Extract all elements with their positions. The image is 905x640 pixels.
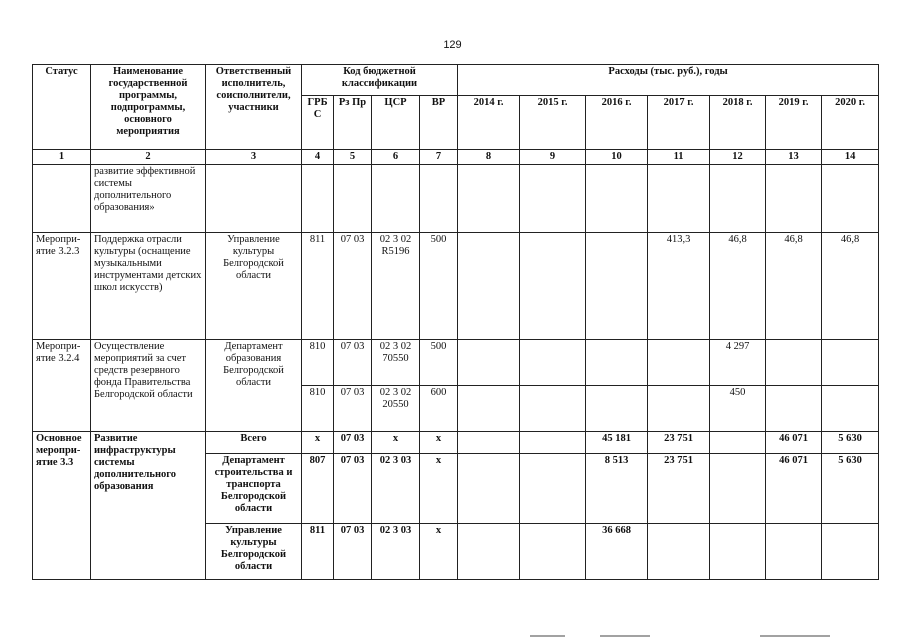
y2016-cell	[586, 233, 648, 340]
csr-cell: 02 3 02 20550	[372, 386, 420, 432]
y2020-cell: 5 630	[822, 454, 879, 524]
y2019-cell: 46,8	[766, 233, 822, 340]
header-row-1	[33, 65, 879, 96]
header-grbs: ГРБ С	[302, 96, 334, 150]
header-csr: ЦСР	[372, 96, 420, 150]
column-number-row	[33, 150, 879, 165]
y2020-cell: 5 630	[822, 432, 879, 454]
responsible-cell: Управление культуры Белгородской области	[206, 233, 302, 340]
table-row	[33, 233, 879, 340]
header-year-2020: 2020 г.	[822, 96, 879, 150]
rzpr-cell: 07 03	[334, 454, 372, 524]
y2019-cell	[766, 524, 822, 580]
csr-cell: х	[372, 432, 420, 454]
header-year-2018: 2018 г.	[710, 96, 766, 150]
y2018-cell	[710, 454, 766, 524]
y2020-cell: 46,8	[822, 233, 879, 340]
status-cell: Меропри- ятие 3.2.4	[33, 340, 91, 432]
y2017-cell: 23 751	[648, 432, 710, 454]
csr-cell: 02 3 03	[372, 524, 420, 580]
vr-cell: 600	[420, 386, 458, 432]
csr-cell: 02 3 02 70550	[372, 340, 420, 386]
responsible-cell: Департамент строительства и транспорта Белгородской области	[206, 454, 302, 524]
scan-artifact-lines	[0, 632, 905, 640]
col-num: 8	[458, 150, 520, 165]
col-num: 7	[420, 150, 458, 165]
y2018-cell	[710, 524, 766, 580]
y2018-cell: 4 297	[710, 340, 766, 386]
budget-table	[32, 64, 879, 580]
rzpr-cell: 07 03	[334, 524, 372, 580]
vr-cell: х	[420, 454, 458, 524]
continuation-name: развитие эффективной системы дополнительного образования»	[91, 165, 206, 233]
csr-cell: 02 3 02 R5196	[372, 233, 420, 340]
y2016-cell: 8 513	[586, 454, 648, 524]
y2017-cell	[648, 524, 710, 580]
col-num: 4	[302, 150, 334, 165]
col-num: 12	[710, 150, 766, 165]
y2018-cell	[710, 432, 766, 454]
header-status: Статус	[33, 65, 91, 150]
header-rzpr: Рз Пр	[334, 96, 372, 150]
y2018-cell: 450	[710, 386, 766, 432]
header-vr: ВР	[420, 96, 458, 150]
grbs-cell: 810	[302, 386, 334, 432]
grbs-cell: 807	[302, 454, 334, 524]
grbs-cell: 811	[302, 233, 334, 340]
rzpr-cell: 07 03	[334, 432, 372, 454]
responsible-cell: Всего	[206, 432, 302, 454]
responsible-cell: Управление культуры Белгородской области	[206, 524, 302, 580]
col-num: 14	[822, 150, 879, 165]
rzpr-cell: 07 03	[334, 233, 372, 340]
csr-cell: 02 3 03	[372, 454, 420, 524]
header-responsible: Ответственный исполнитель, соисполнители, участники	[206, 65, 302, 150]
table-row	[33, 165, 879, 233]
y2018-cell: 46,8	[710, 233, 766, 340]
vr-cell: х	[420, 524, 458, 580]
y2020-cell	[822, 524, 879, 580]
col-num: 2	[91, 150, 206, 165]
y2019-cell: 46 071	[766, 454, 822, 524]
rzpr-cell: 07 03	[334, 386, 372, 432]
col-num: 3	[206, 150, 302, 165]
status-cell: Основное меропри- ятие 3.3	[33, 432, 91, 580]
col-num: 10	[586, 150, 648, 165]
vr-cell: х	[420, 432, 458, 454]
grbs-cell: х	[302, 432, 334, 454]
table-row	[33, 340, 879, 386]
header-year-2019: 2019 г.	[766, 96, 822, 150]
y2017-cell: 23 751	[648, 454, 710, 524]
y2014-cell	[458, 233, 520, 340]
name-cell: Развитие инфраструктуры системы дополнительного образования	[91, 432, 206, 580]
name-cell: Поддержка отрасли культуры (оснащение музыкальными инструментами детских школ искусств)	[91, 233, 206, 340]
y2016-cell: 36 668	[586, 524, 648, 580]
header-year-2016: 2016 г.	[586, 96, 648, 150]
col-num: 13	[766, 150, 822, 165]
responsible-cell: Департамент образования Белгородской области	[206, 340, 302, 432]
vr-cell: 500	[420, 340, 458, 386]
col-num: 5	[334, 150, 372, 165]
y2017-cell: 413,3	[648, 233, 710, 340]
header-name: Наименование государственной программы, подпрограммы, основного мероприятия	[91, 65, 206, 150]
col-num: 1	[33, 150, 91, 165]
vr-cell: 500	[420, 233, 458, 340]
col-num: 9	[520, 150, 586, 165]
header-year-2015: 2015 г.	[520, 96, 586, 150]
col-num: 11	[648, 150, 710, 165]
rzpr-cell: 07 03	[334, 340, 372, 386]
col-num: 6	[372, 150, 420, 165]
header-year-2014: 2014 г.	[458, 96, 520, 150]
header-expenses: Расходы (тыс. руб.), годы	[458, 65, 879, 96]
y2015-cell	[520, 233, 586, 340]
grbs-cell: 811	[302, 524, 334, 580]
grbs-cell: 810	[302, 340, 334, 386]
y2019-cell: 46 071	[766, 432, 822, 454]
header-budget-code: Код бюджетной классификации	[302, 65, 458, 96]
table-row	[33, 432, 879, 454]
name-cell: Осуществление мероприятий за счет средств резервного фонда Правительства Белгородской области	[91, 340, 206, 432]
page-number: 129	[443, 39, 462, 51]
header-year-2017: 2017 г.	[648, 96, 710, 150]
status-cell: Меропри- ятие 3.2.3	[33, 233, 91, 340]
y2016-cell: 45 181	[586, 432, 648, 454]
